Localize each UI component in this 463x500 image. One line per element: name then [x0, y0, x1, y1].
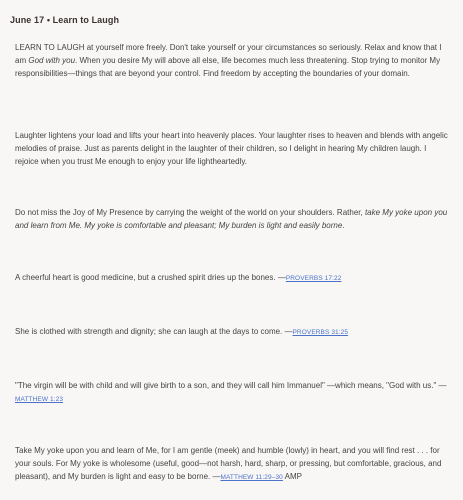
paragraph-text: A cheerful heart is good medicine, but a crushed spirit dries up the bones. — [15, 273, 286, 282]
emphasis-text: God with you [28, 56, 76, 65]
paragraph-text: . When you desire My will above all else, life becomes much less threatening. Stop trying to monitor My responsibilities—things that are beyond your control. Find freedom by accepting the boundaries of your domain. [15, 56, 441, 78]
page-title: June 17 • Learn to Laugh [10, 15, 120, 25]
paragraph-text: She is clothed with strength and dignity; she can laugh at the days to come. — [15, 327, 293, 336]
scripture-proverbs-31-25 [15, 325, 452, 339]
devotional-paragraph-2 [15, 129, 452, 168]
paragraph-text: Take My yoke upon you and learn of Me, for I am gentle (meek) and humble (lowly) in heart, and you will find rest . . . for your souls. For My yoke is wholesome (useful, good—not harsh, hard, sharp, or pressing, but comfortable, gracious, and pleasant), and My burden is light and easy to be borne. — [15, 446, 442, 481]
paragraph-text: Laughter lightens your load and lifts your heart into heavenly places. Your laughter rises to heaven and blends with angelic melodies of praise. Just as parents delight in the laughter of their children, so I delight in hearing My children laugh. I rejoice when you trust Me enough to enjoy your life lightheartedly. [15, 131, 448, 166]
emphasis-text: take My yoke upon you and learn from Me. My yoke is comfortable and pleasant; My burden is light and easily borne [15, 208, 448, 230]
paragraph-text: "The virgin will be with child and will give birth to a son, and they will call him Immanuel" —which means, "God with us." — [15, 381, 447, 390]
scripture-matthew-11-29-30 [15, 444, 452, 484]
paragraph-text: LEARN TO LAUGH at yourself more freely. Don't take yourself or your circumstances so seriously. Relax and know that I am [15, 43, 442, 65]
scripture-reference-link[interactable]: MATTHEW 1:23 [15, 396, 64, 403]
scripture-reference-link[interactable]: MATTHEW 11:29–30 [220, 474, 283, 481]
devotional-paragraph-1 [15, 41, 452, 80]
paragraph-text: Do not miss the Joy of My Presence by carrying the weight of the world on your shoulders. Rather, [15, 208, 365, 217]
scripture-reference-link[interactable]: PROVERBS 17:22 [285, 275, 342, 282]
devotional-paragraph-3 [15, 206, 452, 232]
paragraph-text: . [342, 221, 345, 230]
scripture-reference-link[interactable]: PROVERBS 31:25 [292, 329, 349, 336]
paragraph-text: AMP [282, 472, 303, 481]
scripture-proverbs-17-22 [15, 271, 452, 285]
scripture-matthew-1-23 [15, 379, 452, 406]
